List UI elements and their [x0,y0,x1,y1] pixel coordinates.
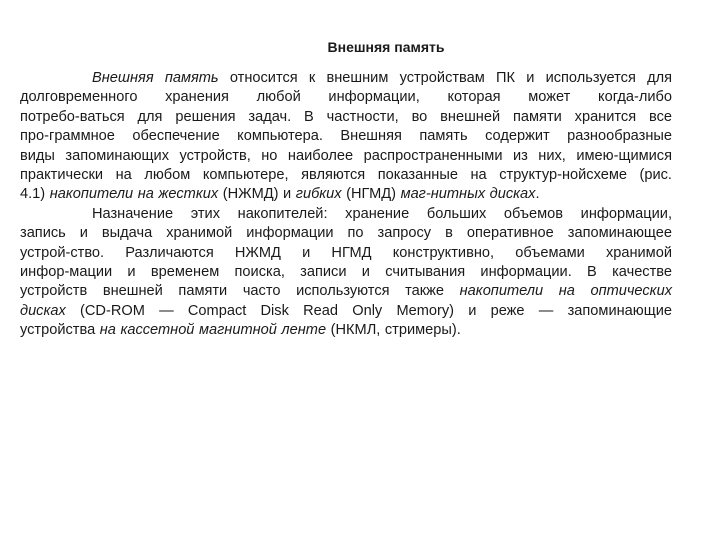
document-page [20,38,672,341]
italic-term: гибких [295,186,342,203]
text-line [20,108,672,127]
italic-term: маг-нитных дисках [400,186,536,203]
text-run: . [535,186,540,203]
text-line [20,205,672,224]
text-run: инфор-мации и временем поиска, записи и считывания информации. В качестве [20,264,672,281]
text-run: устрой-ство. Различаются НЖМД и НГМД конструктивно, объемами хранимой [20,244,672,261]
italic-term: накопители на жестких [49,186,219,203]
text-line [20,88,672,107]
paragraph-storage-purpose [20,205,672,341]
text-run: потребо-ваться для решения задач. В частности, во внешней памяти хранится все [20,108,672,125]
text-run: устройств внешней памяти часто используются также [20,283,460,300]
text-line [20,147,672,166]
paragraph-external-memory-definition [20,69,672,205]
text-line [20,127,672,146]
italic-term: Внешняя память [92,70,219,86]
italic-term: дисках [20,302,66,319]
text-run: (НКМЛ, стримеры). [326,322,461,339]
text-run: (НЖМД) и [218,186,296,203]
text-run: виды запоминающих устройств, но наиболее распространенными из них, имею-щимися [20,147,672,164]
text-line [20,302,672,321]
text-run: Назначение этих накопителей: хранение больших объемов информации, [92,205,672,222]
italic-term: на кассетной магнитной ленте [99,322,327,339]
text-line [20,321,672,340]
text-line [20,282,672,301]
text-run: запись и выдача хранимой информации по запросу в оперативное запоминающее [20,225,672,242]
text-run: долговременного хранения любой информации, которая может когда-либо [20,89,672,106]
text-line [20,69,672,88]
text-line [20,244,672,263]
text-line [20,166,672,185]
italic-term: накопители на оптических [459,283,672,300]
text-run: (НГМД) [341,186,401,203]
text-run: относится к внешним устройствам ПК и используется для [218,70,672,86]
text-run: практически на любом компьютере, являются показанные на структур-нойсхеме (рис. [20,167,672,184]
text-line [20,263,672,282]
text-run: (CD-ROM — Compact Disk Read Only Memory) и реже — запоминающие [65,302,672,319]
text-line [20,185,672,204]
text-run: 4.1) [20,186,50,203]
text-line [20,224,672,243]
text-run: про-граммное обеспечение компьютера. Внешняя память содержит разнообразные [20,128,672,145]
document-title: Внешняя память [327,39,445,55]
text-run: устройства [20,322,100,339]
